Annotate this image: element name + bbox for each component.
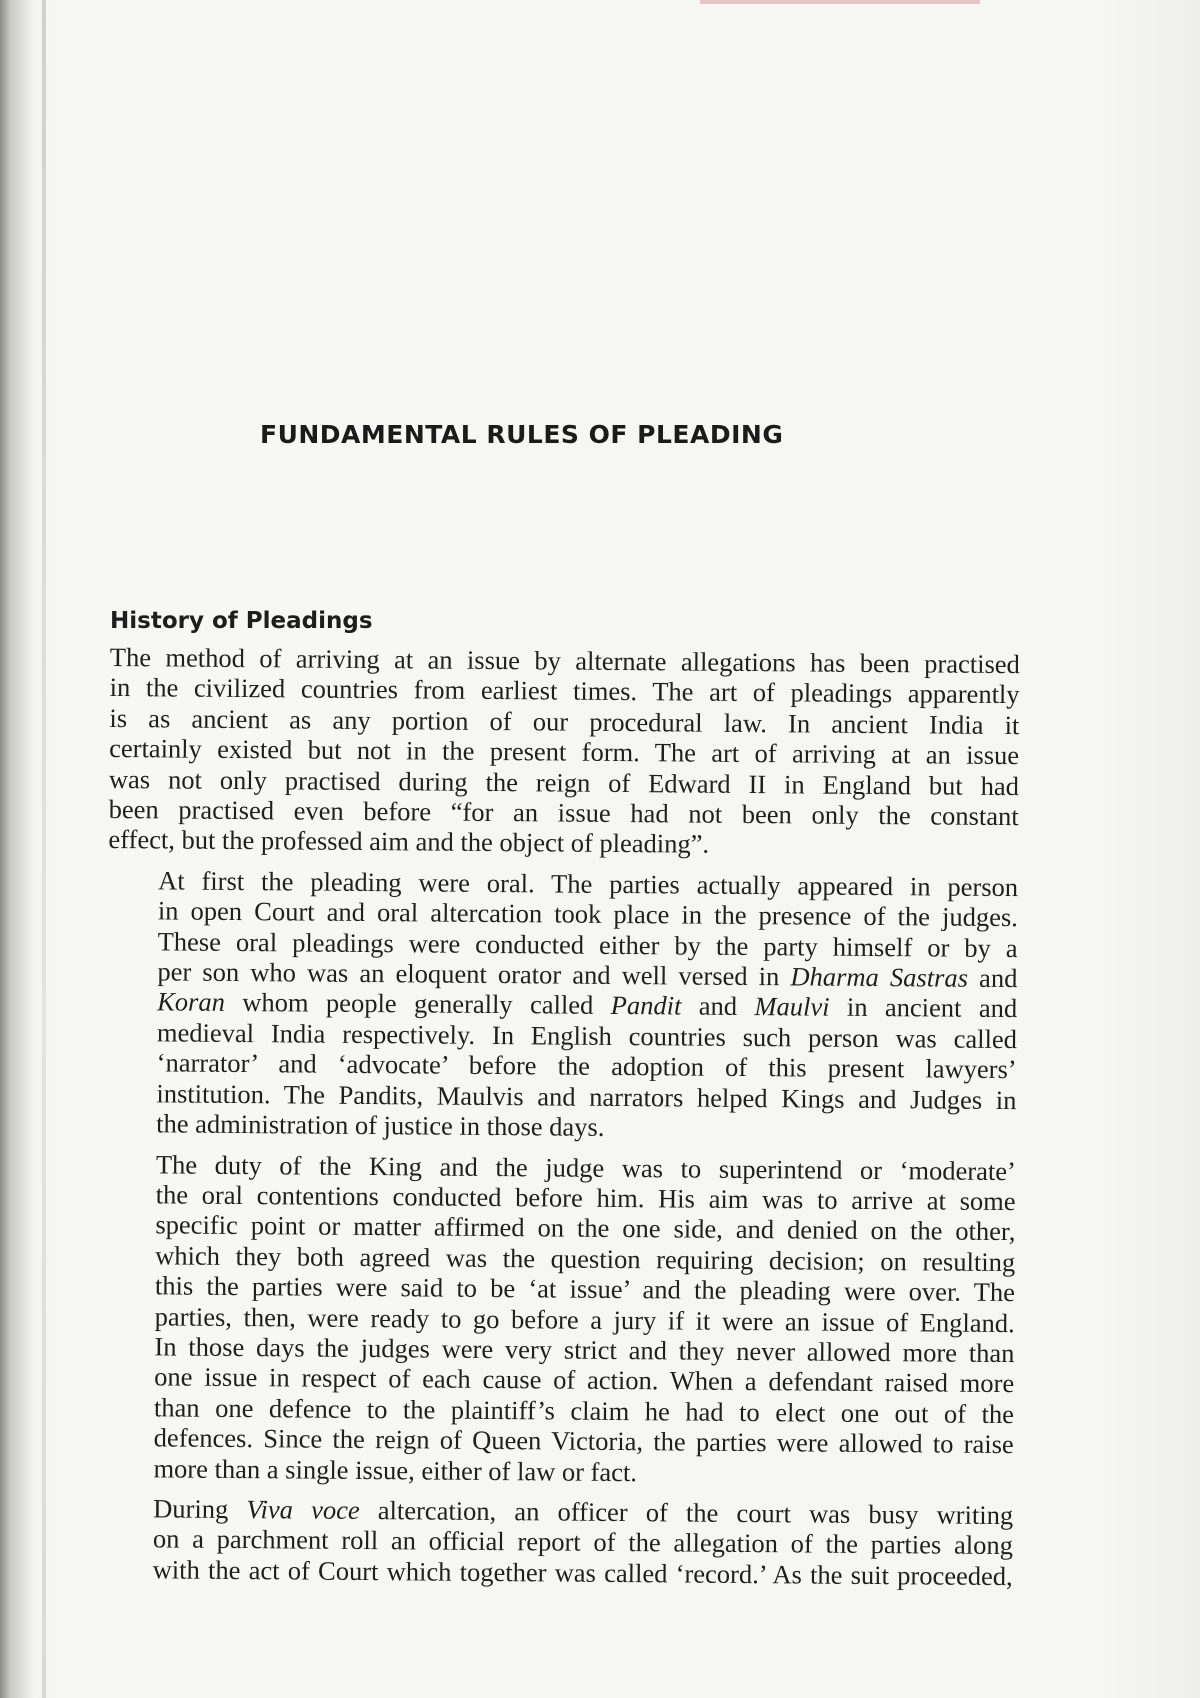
text-line: on a parchment roll an official report of the allegation of the parties along <box>152 1523 1014 1561</box>
text-line: At first the pleading were oral. The parties actually appeared in person <box>158 865 1019 902</box>
text-line: which they both agreed was the question requiring decision; on resulting <box>155 1240 1016 1277</box>
text-line: than one defence to the plaintiff’s claim he had to elect one out of the <box>153 1392 1015 1429</box>
text-line: The method of arriving at an issue by alternate allegations has been practised <box>109 642 1020 680</box>
text-line: was not only practised during the reign of Edward II in England but had <box>108 763 1020 801</box>
italic-term-koran: Koran <box>157 986 226 1018</box>
body-text <box>103 642 1020 1601</box>
text-segment: altercation, an officer of the court was busy writing <box>359 1494 1014 1531</box>
text-line: defences. Since the reign of Queen Victoria, the parties were allowed to raise <box>153 1422 1014 1460</box>
text-line: in the civilized countries from earliest times. The art of pleadings apparently <box>109 672 1020 710</box>
text-line: this the parties were said to be ‘at issue’ and the pleading were over. The <box>154 1270 1016 1308</box>
text-line: been practised even before “for an issue had not been only the constant <box>108 794 1019 832</box>
text-line: medieval India respectively. In English countries such person was called <box>156 1017 1018 1055</box>
paragraph-2 <box>106 865 1018 1146</box>
text-segment: whom people generally called <box>224 987 611 1021</box>
text-line: In those days the judges were very strict and they never allowed more than <box>154 1331 1015 1369</box>
page-binding-shadow <box>42 0 46 1698</box>
text-line: the oral contentions conducted before him. His aim was to arrive at some <box>155 1179 1016 1217</box>
chapter-title: FUNDAMENTAL RULES OF PLEADING <box>260 420 784 449</box>
text-segment: and <box>967 962 1018 994</box>
text-segment: During <box>153 1493 247 1525</box>
text-line: with the act of Court which together was called ‘record.’ As the suit proceeded, <box>152 1554 1013 1591</box>
paragraph-4 <box>103 1493 1014 1591</box>
text-segment: and <box>681 990 755 1022</box>
text-line: institution. The Pandits, Maulvis and narrators helped Kings and Judges in <box>156 1078 1017 1115</box>
text-line: ‘narrator’ and ‘advocate’ before the adoption of this present lawyers’ <box>156 1047 1017 1085</box>
italic-term-dharma-sastras: Dharma Sastras <box>790 961 969 993</box>
italic-term-pandit: Pandit <box>610 990 682 1021</box>
text-segment: per son who was an eloquent orator and well versed in <box>157 956 791 992</box>
section-heading: History of Pleadings <box>110 608 373 634</box>
top-edge-mark <box>700 0 980 4</box>
paragraph-3 <box>103 1148 1016 1490</box>
text-line: the administration of justice in those days. <box>156 1108 605 1142</box>
text-line: certainly existed but not in the present form. The art of arriving at an issue <box>109 733 1020 771</box>
text-line: is as ancient as any portion of our procedural law. In ancient India it <box>109 702 1020 740</box>
text-line: The duty of the King and the judge was to superintend or ‘moderate’ <box>155 1148 1016 1186</box>
text-line: one issue in respect of each cause of action. When a defendant raised more <box>154 1361 1015 1399</box>
text-line: parties, then, were ready to go before a jury if it were an issue of England. <box>154 1300 1015 1338</box>
paragraph-1 <box>108 642 1020 862</box>
italic-term-viva-voce: Viva voce <box>246 1494 360 1525</box>
text-line: These oral pleadings were conducted either by the party himself or by a <box>157 926 1018 963</box>
text-line: more than a single issue, either of law or fact. <box>153 1452 638 1487</box>
text-line: in open Court and oral altercation took place in the presence of the judges. <box>157 895 1018 933</box>
text-line: effect, but the professed aim and the object of pleading”. <box>108 824 710 860</box>
text-line: specific point or matter affirmed on the one side, and denied on the other, <box>155 1209 1016 1247</box>
italic-term-maulvi: Maulvi <box>754 991 830 1023</box>
text-segment: in ancient and <box>829 992 1018 1024</box>
